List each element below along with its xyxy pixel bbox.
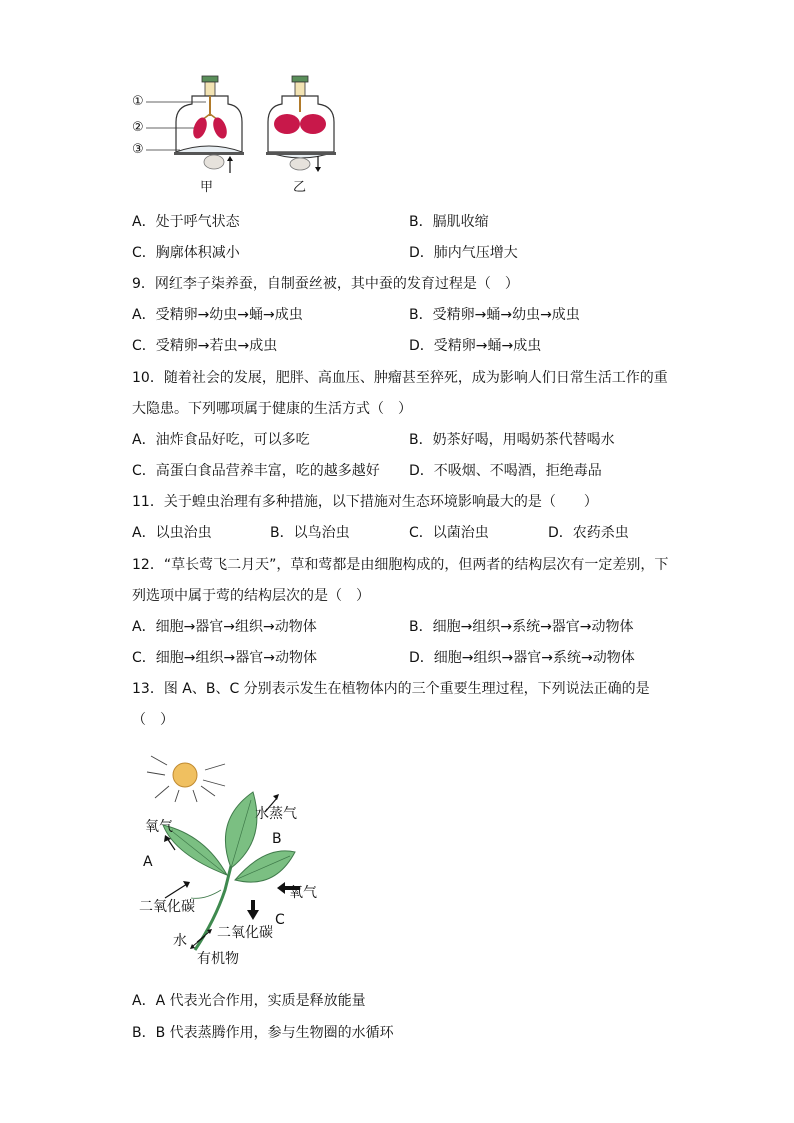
q11-option-a: A．以虫治虫 xyxy=(132,525,212,541)
q10-stem-line2: 大隐患。下列哪项属于健康的生活方式（ ） xyxy=(132,401,412,417)
q8-option-c: C．胸廓体积减小 xyxy=(132,245,240,261)
bell-jar-right xyxy=(266,76,336,172)
q9-option-a: A．受精卵→幼虫→蛹→成虫 xyxy=(132,307,303,323)
q10-option-a: A．油炸食品好吃，可以多吃 xyxy=(132,432,310,448)
q10-stem-line1: 10．随着社会的发展，肥胖、高血压、肿瘤甚至猝死，成为影响人们日常生活工作的重 xyxy=(132,370,668,386)
q10-option-c: C．高蛋白食品营养丰富，吃的越多越好 xyxy=(132,463,380,479)
q9-option-d: D．受精卵→蛹→成虫 xyxy=(409,338,542,354)
q9-option-c: C．受精卵→若虫→成虫 xyxy=(132,338,278,354)
bell-jar-left xyxy=(174,76,244,173)
q11-option-c: C．以菌治虫 xyxy=(409,525,489,541)
label-co2-bottom: 二氧化碳 xyxy=(217,925,273,941)
label-co2-left: 二氧化碳 xyxy=(139,899,195,915)
q9-option-b: B．受精卵→蛹→幼虫→成虫 xyxy=(409,307,580,323)
q13-option-b: B．B 代表蒸腾作用，参与生物圈的水循环 xyxy=(132,1025,394,1041)
q12-option-b: B．细胞→组织→系统→器官→动物体 xyxy=(409,619,634,635)
q10-option-b: B．奶茶好喝，用喝奶茶代替喝水 xyxy=(409,432,615,448)
q11-stem: 11．关于蝗虫治理有多种措施，以下措施对生态环境影响最大的是（ ） xyxy=(132,494,598,510)
label-oxygen-right: 氧气 xyxy=(289,885,317,901)
q8-option-b: B．膈肌收缩 xyxy=(409,214,489,230)
sun-icon xyxy=(147,756,225,802)
figure-label-jia: 甲 xyxy=(200,180,214,195)
marker-3: ③ xyxy=(132,142,144,157)
marker-1: ① xyxy=(132,94,144,109)
label-a: A xyxy=(143,854,153,870)
q12-stem-line2: 列选项中属于莺的结构层次的是（ ） xyxy=(132,588,370,604)
q11-option-d: D．农药杀虫 xyxy=(548,525,629,541)
figure-label-yi: 乙 xyxy=(293,180,307,195)
q11-option-b: B．以鸟治虫 xyxy=(270,525,350,541)
q13-option-a: A．A 代表光合作用，实质是释放能量 xyxy=(132,993,366,1009)
q12-option-c: C．细胞→组织→器官→动物体 xyxy=(132,650,317,666)
bell-jar-diagram xyxy=(130,70,340,195)
label-c: C xyxy=(275,912,285,928)
q8-option-a: A．处于呼气状态 xyxy=(132,214,240,230)
q10-option-d: D．不吸烟、不喝酒，拒绝毒品 xyxy=(409,463,602,479)
label-oxygen-left: 氧气 xyxy=(145,819,173,835)
label-vapor: 水蒸气 xyxy=(255,806,297,822)
q13-stem-line2: （ ） xyxy=(132,712,174,728)
q13-stem-line1: 13．图 A、B、C 分别表示发生在植物体内的三个重要生理过程，下列说法正确的是 xyxy=(132,681,650,697)
q12-stem-line1: 12．“草长莺飞二月天”，草和莺都是由细胞构成的，但两者的结构层次有一定差别，下 xyxy=(132,557,669,573)
marker-2: ② xyxy=(132,120,144,135)
label-organic: 有机物 xyxy=(197,951,239,967)
q12-option-d: D．细胞→组织→器官→系统→动物体 xyxy=(409,650,635,666)
bell-jar-figure xyxy=(130,70,340,195)
q8-option-d: D．肺内气压增大 xyxy=(409,245,518,261)
leaf-figure xyxy=(135,750,335,970)
label-b: B xyxy=(272,831,282,847)
q9-stem: 9．网红李子柒养蚕，自制蚕丝被，其中蚕的发育过程是（ ） xyxy=(132,276,519,292)
label-water: 水 xyxy=(173,933,187,949)
q12-option-a: A．细胞→器官→组织→动物体 xyxy=(132,619,317,635)
